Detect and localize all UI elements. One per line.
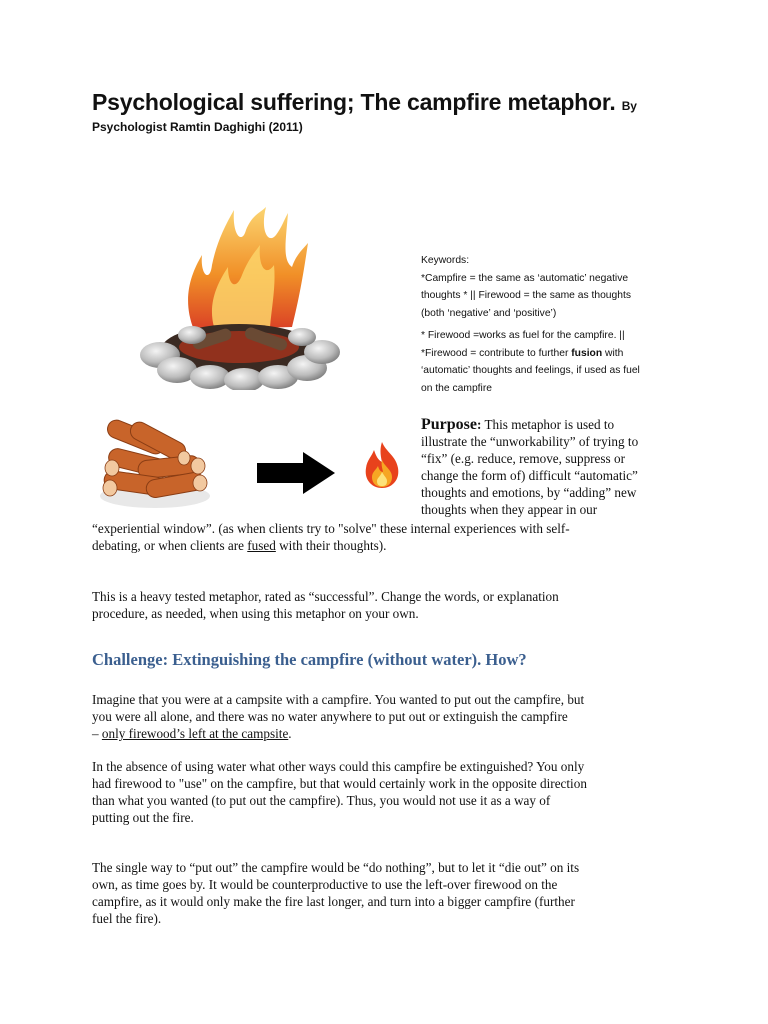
paragraph-line (92, 725, 692, 742)
purpose-underlined-fused: fused (247, 538, 276, 553)
absence-paragraph (92, 758, 692, 826)
purpose-colon: : (477, 417, 482, 432)
keywords-bold-fusion: fusion (571, 347, 603, 359)
purpose-block (421, 416, 691, 518)
purpose-line: illustrate the “unworkability” of trying to (421, 434, 639, 449)
purpose-text: This metaphor is used to (481, 417, 615, 432)
purpose-heading: Purpose (421, 416, 477, 433)
arrow-right-icon (257, 452, 335, 494)
paragraph-line: than what you wanted (to put out the campfire). Thus, you would not use it as a way of (92, 793, 551, 808)
keywords-label: Keywords: (421, 255, 470, 266)
keywords-block (421, 252, 691, 397)
title-by: By (621, 99, 637, 113)
purpose-line: “fix” (e.g. reduce, remove, suppress or (421, 451, 625, 466)
paragraph-line: you were all alone, and there was no water anywhere to put out or extinguish the campfire (92, 709, 568, 724)
paragraph-text: – (92, 726, 102, 741)
keywords-line: * Firewood =works as fuel for the campfire. || (421, 330, 625, 341)
paragraph-line: fuel the fire). (92, 911, 162, 926)
keywords-line (421, 345, 691, 363)
paragraph-line: Imagine that you were at a campsite with a campfire. You wanted to put out the campfire, but (92, 692, 585, 707)
purpose-line (421, 416, 691, 433)
campfire-illustration (132, 205, 347, 390)
author-line: Psychologist Ramtin Daghighi (2011) (92, 120, 303, 134)
single-way-paragraph (92, 859, 692, 927)
firewood-illustration (98, 418, 213, 510)
paragraph-line: This is a heavy tested metaphor, rated as “successful”. Change the words, or explanation (92, 589, 559, 604)
title-text: Psychological suffering; The campfire metaphor. (92, 89, 616, 115)
page-title (92, 86, 732, 122)
keywords-text: with (602, 347, 624, 359)
purpose-line: “experiential window”. (as when clients try to "solve" these internal experiences with self- (92, 521, 570, 536)
tested-paragraph (92, 588, 692, 622)
paragraph-line: campfire, as it would only make the fire last longer, and turn into a bigger campfire (further (92, 894, 575, 909)
keywords-line: *Campfire = the same as ‘automatic’ negative (421, 272, 629, 284)
underlined-firewood-left: only firewood’s left at the campsite (101, 726, 289, 741)
paragraph-line: putting out the fire. (92, 810, 194, 825)
paragraph-line: In the absence of using water what other ways could this campfire be extinguished? You only (92, 759, 585, 774)
purpose-line: change the form of) difficult “automatic” (421, 468, 638, 483)
purpose-line: thoughts when they appear in our (421, 502, 598, 517)
purpose-text: with their thoughts). (275, 538, 387, 553)
purpose-line: thoughts and emotions, by “adding” new (421, 485, 637, 500)
keywords-line: on the campfire (421, 382, 492, 394)
paragraph-line: had firewood to "use" on the campfire, but that would certainly work in the opposite direction (92, 776, 587, 791)
purpose-line (92, 537, 692, 554)
purpose-text: debating, or when clients are (92, 538, 248, 553)
challenge-heading: Challenge: Extinguishing the campfire (without water). How? (92, 650, 527, 669)
paragraph-line: procedure, as needed, when using this metaphor on your own. (92, 606, 419, 621)
keywords-line: ‘automatic’ thoughts and feelings, if used as fuel (421, 365, 640, 376)
imagine-paragraph (92, 691, 692, 742)
keywords-text: *Firewood = contribute to further (421, 347, 572, 359)
keywords-line: (both ‘negative’ and ‘positive’) (421, 307, 557, 319)
paragraph-text: . (288, 726, 292, 741)
purpose-continued (92, 520, 692, 554)
paragraph-line: own, as time goes by. It would be counterproductive to use the left-over firewood on the (92, 877, 558, 892)
flame-icon (360, 440, 404, 490)
paragraph-line: The single way to “put out” the campfire would be “do nothing”, but to let it “die out” on its (92, 860, 580, 875)
keywords-line: thoughts * || Firewood = the same as thoughts (421, 290, 631, 301)
